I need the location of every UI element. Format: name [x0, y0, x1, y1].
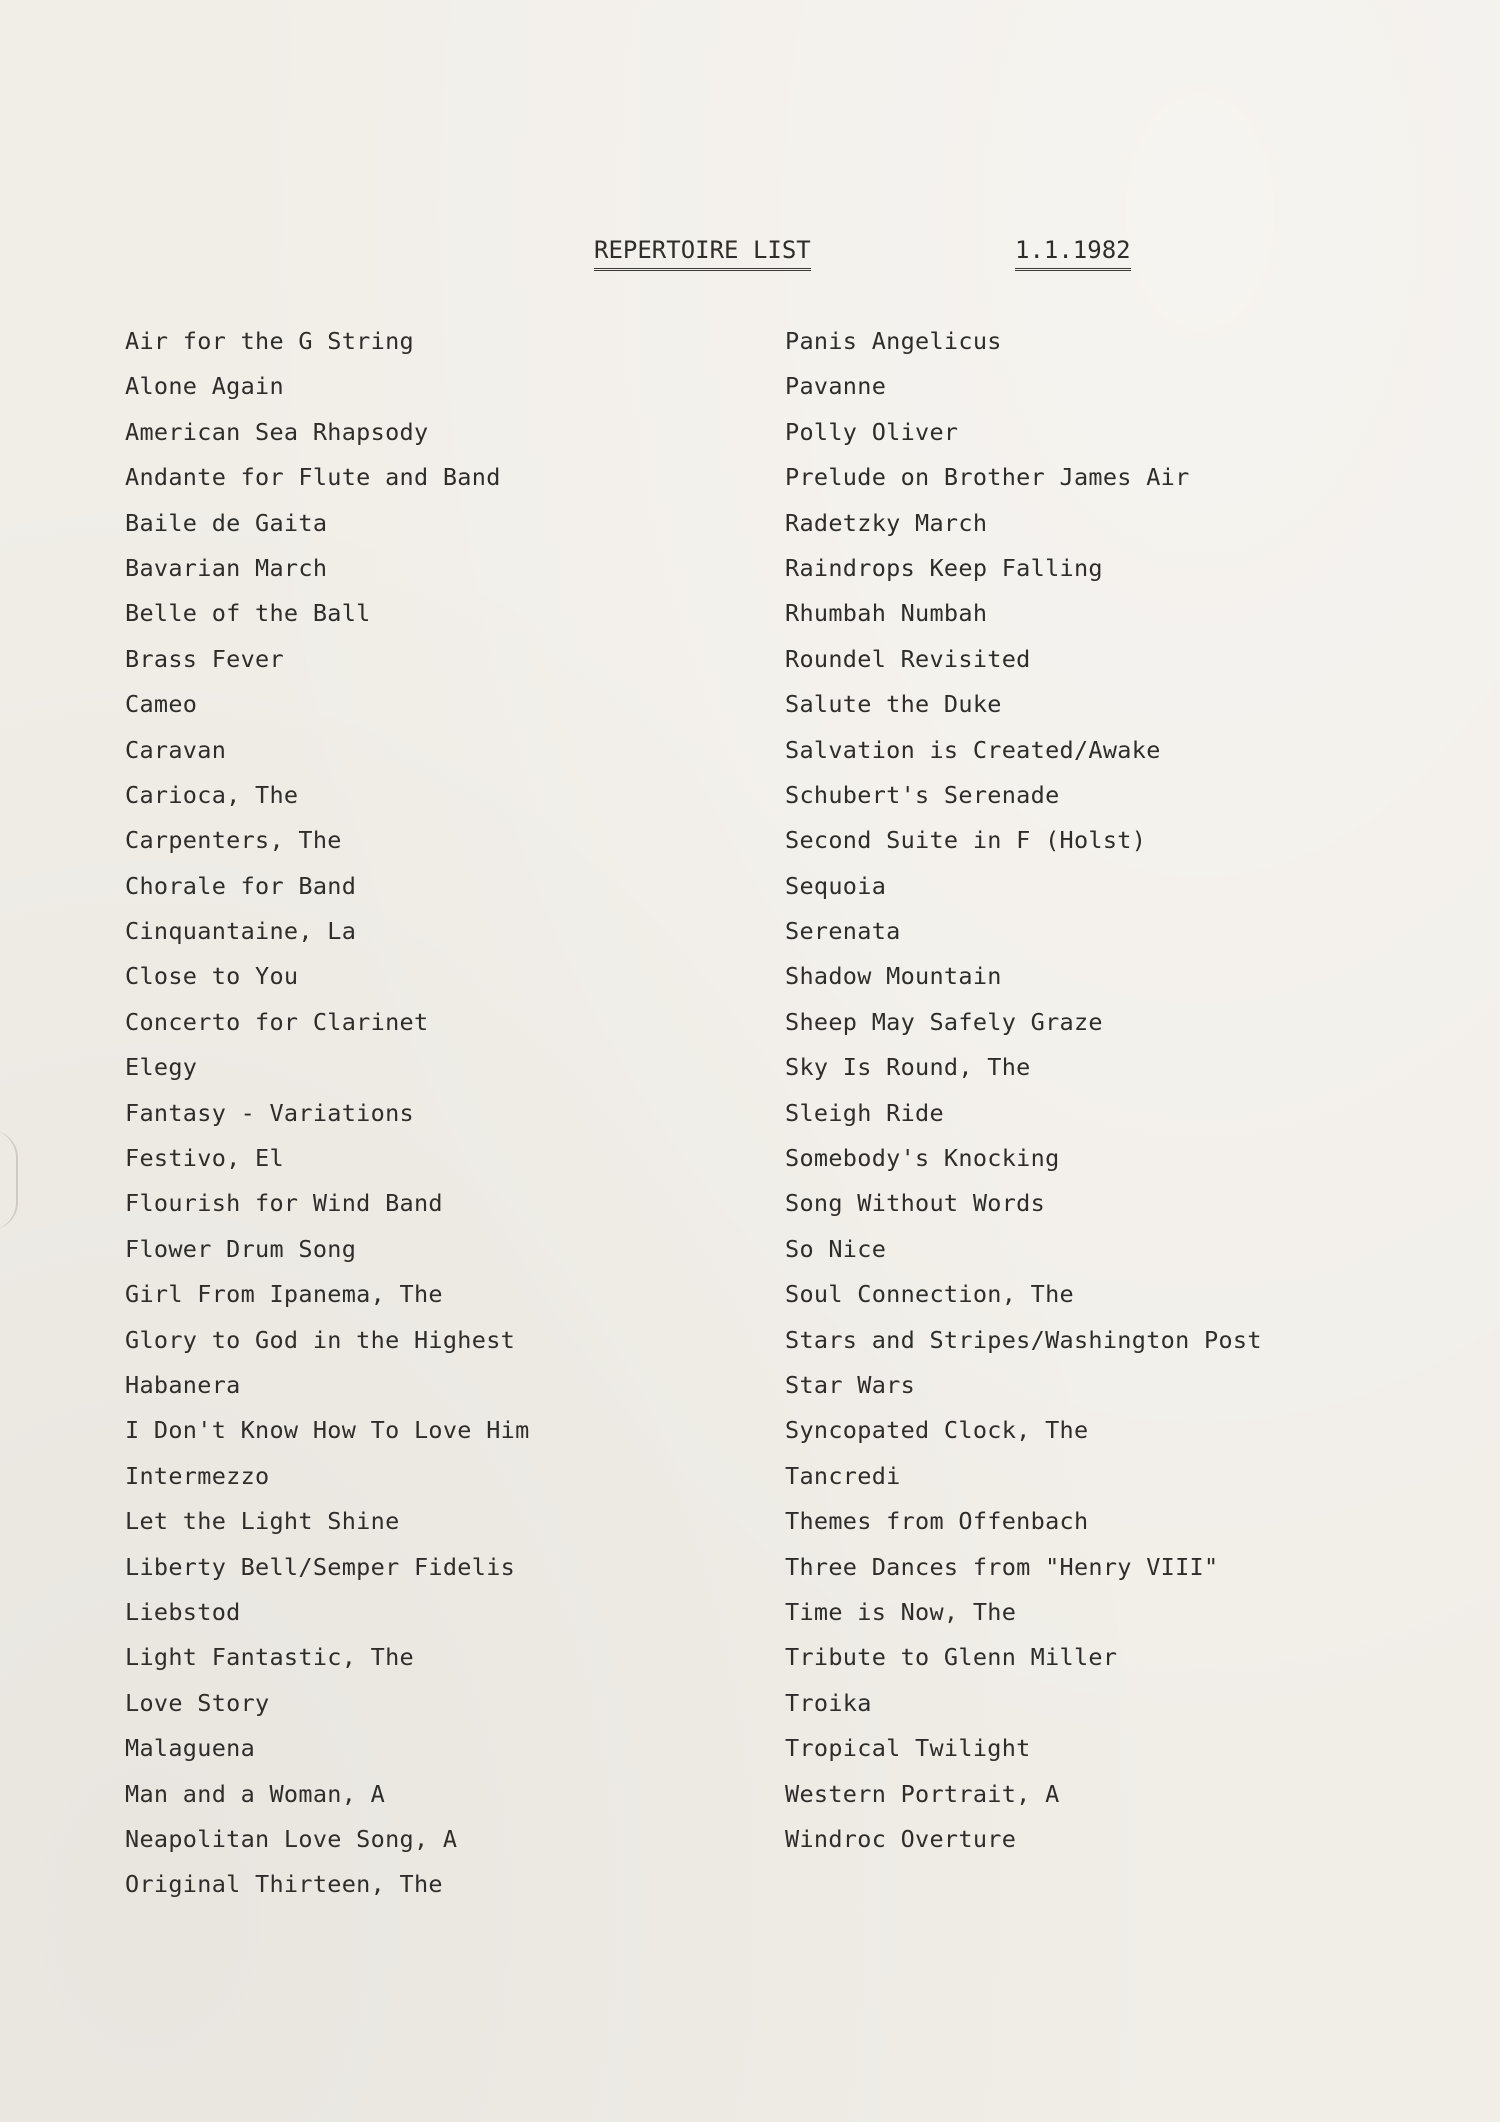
repertoire-item: Panis Angelicus	[785, 327, 1002, 355]
repertoire-item: Baile de Gaita	[125, 508, 328, 537]
repertoire-item: Western Portrait, A	[785, 1779, 1060, 1808]
repertoire-item: Belle of the Ball	[125, 599, 371, 628]
repertoire-item: Cameo	[125, 690, 198, 719]
repertoire-item: Original Thirteen, The	[125, 1870, 443, 1899]
repertoire-item: Light Fantastic, The	[125, 1643, 414, 1672]
repertoire-item: Andante for Flute and Band	[125, 463, 501, 492]
repertoire-item: Sky Is Round, The	[785, 1053, 1031, 1082]
repertoire-item: Star Wars	[785, 1370, 916, 1399]
repertoire-item: Radetzky March	[785, 508, 988, 537]
repertoire-list-left	[125, 322, 530, 1911]
repertoire-item: Sheep May Safely Graze	[785, 1007, 1103, 1036]
repertoire-item: Flourish for Wind Band	[125, 1189, 443, 1218]
punch-hole-mark	[0, 1130, 18, 1230]
repertoire-item: Rhumbah Numbah	[785, 599, 988, 628]
repertoire-item: Liberty Bell/Semper Fidelis	[125, 1552, 516, 1581]
repertoire-item: Man and a Woman, A	[125, 1779, 386, 1808]
repertoire-item: Close to You	[125, 962, 299, 991]
repertoire-item: Tropical Twilight	[785, 1734, 1031, 1763]
repertoire-item: Somebody's Knocking	[785, 1144, 1060, 1173]
repertoire-item: Intermezzo	[125, 1461, 270, 1490]
repertoire-item: Shadow Mountain	[785, 962, 1002, 991]
repertoire-item: Let the Light Shine	[125, 1507, 400, 1536]
repertoire-item: Fantasy - Variations	[125, 1098, 414, 1127]
repertoire-item: Flower Drum Song	[125, 1234, 357, 1263]
repertoire-item: Windroc Overture	[785, 1824, 1017, 1853]
repertoire-item: American Sea Rhapsody	[125, 417, 429, 446]
repertoire-item: I Don't Know How To Love Him	[125, 1416, 530, 1445]
repertoire-item: Syncopated Clock, The	[785, 1416, 1089, 1445]
repertoire-item: Habanera	[125, 1370, 241, 1399]
repertoire-item: Three Dances from "Henry VIII"	[785, 1552, 1219, 1581]
repertoire-item: Song Without Words	[785, 1189, 1046, 1218]
repertoire-item: Time is Now, The	[785, 1597, 1017, 1626]
repertoire-item: Bavarian March	[125, 553, 328, 582]
repertoire-item: Elegy	[125, 1053, 198, 1082]
repertoire-item: Prelude on Brother James Air	[785, 463, 1190, 492]
repertoire-item: Polly Oliver	[785, 417, 959, 446]
repertoire-item: Glory to God in the Highest	[125, 1325, 516, 1354]
repertoire-item: Serenata	[785, 917, 901, 946]
repertoire-item: Cinquantaine, La	[125, 917, 357, 946]
repertoire-item: Concerto for Clarinet	[125, 1007, 429, 1036]
document-date: 1.1.1982	[1015, 233, 1131, 271]
repertoire-item: Chorale for Band	[125, 871, 357, 900]
repertoire-item: Tribute to Glenn Miller	[785, 1643, 1118, 1672]
repertoire-item: Carpenters, The	[125, 826, 342, 855]
repertoire-item: Tancredi	[785, 1461, 901, 1490]
repertoire-list-right	[785, 322, 1262, 1865]
repertoire-item: Liebstod	[125, 1597, 241, 1626]
repertoire-item: Sequoia	[785, 871, 887, 900]
repertoire-item: Neapolitan Love Song, A	[125, 1824, 458, 1853]
repertoire-item: Raindrops Keep Falling	[785, 553, 1103, 582]
repertoire-item: Second Suite in F (Holst)	[785, 826, 1147, 855]
repertoire-item: Themes from Offenbach	[785, 1507, 1089, 1536]
page-title: REPERTOIRE LIST	[594, 233, 811, 271]
repertoire-item: Caravan	[125, 735, 227, 764]
repertoire-item: Carioca, The	[125, 780, 299, 809]
repertoire-item: Alone Again	[125, 372, 284, 401]
repertoire-item: Schubert's Serenade	[785, 780, 1060, 809]
repertoire-item: Air for the G String	[125, 327, 414, 355]
repertoire-item: Roundel Revisited	[785, 644, 1031, 673]
header	[0, 233, 1500, 283]
repertoire-item: Brass Fever	[125, 644, 284, 673]
repertoire-item: Salute the Duke	[785, 690, 1002, 719]
repertoire-item: Malaguena	[125, 1734, 256, 1763]
repertoire-item: Pavanne	[785, 372, 887, 401]
repertoire-item: Salvation is Created/Awake	[785, 735, 1161, 764]
repertoire-item: Love Story	[125, 1688, 270, 1717]
repertoire-item: Soul Connection, The	[785, 1280, 1074, 1309]
repertoire-item: So Nice	[785, 1234, 887, 1263]
repertoire-item: Sleigh Ride	[785, 1098, 944, 1127]
repertoire-item: Stars and Stripes/Washington Post	[785, 1325, 1262, 1354]
repertoire-item: Festivo, El	[125, 1144, 284, 1173]
repertoire-item: Troika	[785, 1688, 872, 1717]
repertoire-item: Girl From Ipanema, The	[125, 1280, 443, 1309]
